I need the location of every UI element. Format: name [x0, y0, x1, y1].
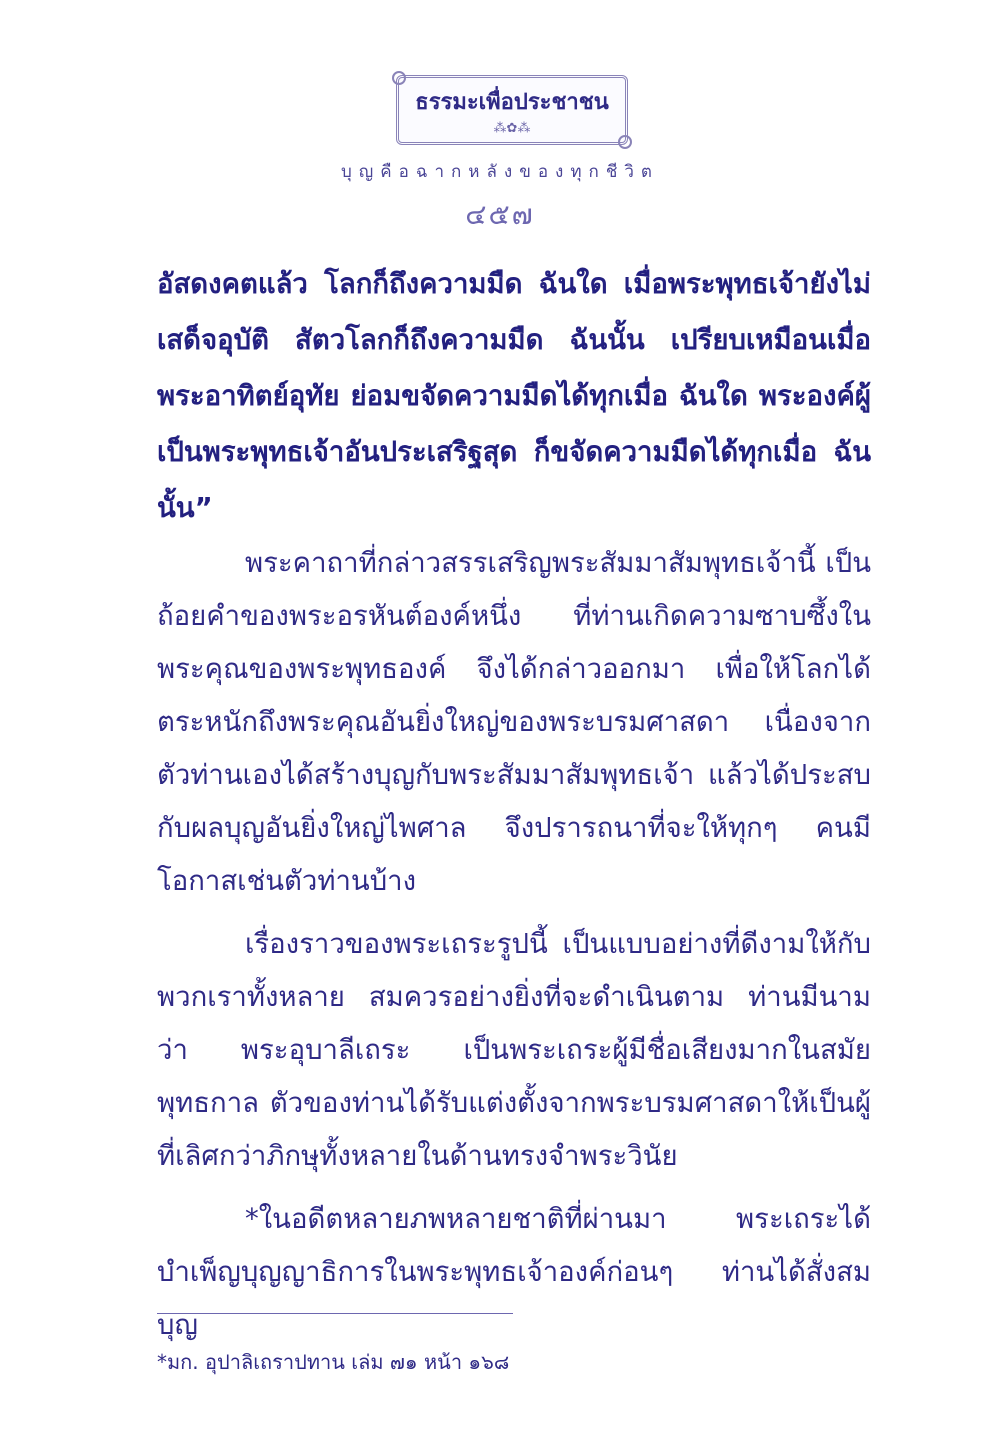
quoted-verse-paragraph: อัสดงคตแล้ว โลกก็ถึงความมืด ฉันใด เมื่อพระพุทธเจ้ายังไม่เสด็จอุบัติ สัตวโลกก็ถึงความมืด ฉันนั้น เปรียบเหมือนเมื่อพระอาทิตย์อุทัย ย่อมขจัดความมืดได้ทุกเมื่อ ฉันใด พระองค์ผู้เป็นพระพุทธเจ้าอันประเสริฐสุด ก็ขจัดความมืดได้ทุกเมื่อ ฉันนั้น”: [157, 268, 871, 524]
body-paragraph-1: พระคาถาที่กล่าวสรรเสริญพระสัมมาสัมพุทธเจ้านี้ เป็นถ้อยคำของพระอรหันต์องค์หนึ่ง ที่ท่านเกิดความซาบซึ้งในพระคุณของพระพุทธองค์ จึงได้กล่าวออกมา เพื่อให้โลกได้ตระหนักถึงพระคุณอันยิ่งใหญ่ของพระบรมศาสดา เนื่องจากตัวท่านเองได้สร้างบุญกับพระสัมมาสัมพุทธเจ้า แล้วได้ประสบกับผลบุญอันยิ่งใหญ่ไพศาล จึงปรารถนาที่จะให้ทุกๆ คนมีโอกาสเช่นตัวท่านบ้าง: [157, 547, 871, 897]
logo-ornament-icon: ⁂✿⁂: [493, 121, 531, 136]
publication-logo: [396, 75, 628, 145]
page-number: ๔๕๗: [465, 198, 535, 231]
logo-title: ธรรมะเพื่อประชาชน: [415, 89, 609, 115]
body-paragraph-2: เรื่องราวของพระเถระรูปนี้ เป็นแบบอย่างที่ดีงามให้กับพวกเราทั้งหลาย สมควรอย่างยิ่งที่จะดำเนินตาม ท่านมีนามว่า พระอุบาลีเถระ เป็นพระเถระผู้มีชื่อเสียงมากในสมัยพุทธกาล ตัวของท่านได้รับแต่งตั้งจากพระบรมศาสดาให้เป็นผู้ที่เลิศกว่าภิกษุทั้งหลายในด้านทรงจำพระวินัย: [157, 928, 871, 1172]
body-paragraph-3: *ในอดีตหลายภพหลายชาติที่ผ่านมา พระเถระได้บำเพ็ญบุญญาธิการในพระพุทธเจ้าองค์ก่อนๆ ท่านได้สั่งสมบุญ: [157, 1203, 871, 1341]
footnote-divider: [157, 1313, 513, 1314]
footnote: *มก. อุปาลิเถราปทาน เล่ม ๗๑ หน้า ๑๖๘: [157, 1350, 510, 1374]
book-subtitle: บุญคือฉากหลังของทุกชีวิต: [341, 162, 659, 182]
